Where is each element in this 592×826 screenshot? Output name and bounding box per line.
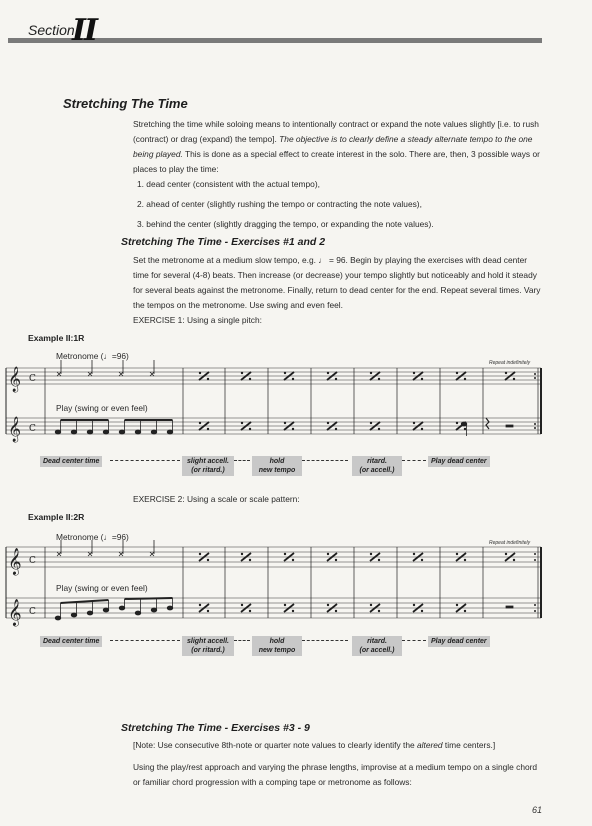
or-ritard-text: (or ritard.) <box>191 647 225 654</box>
dead-center-box: Dead center time <box>40 636 102 647</box>
note-text-3: time centers.] <box>442 740 496 750</box>
svg-text:C: C <box>29 374 36 384</box>
exercises-3-9-heading: Stretching The Time - Exercises #3 - 9 <box>121 722 310 734</box>
dead-center-box: Dead center time <box>40 456 102 467</box>
example-2-label: Example II:2R <box>28 512 85 522</box>
list-item: 2. ahead of center (slightly rushing the tempo or contracting the note values), <box>137 199 422 209</box>
hold-box <box>252 456 302 476</box>
tempo-flow-1 <box>40 456 550 478</box>
svg-text:C: C <box>29 607 36 617</box>
hold-text: hold <box>269 638 285 645</box>
slight-accel-text: slight accell. <box>186 638 230 645</box>
play-label-1: Play (swing or even feel) <box>56 403 148 413</box>
page-number: 61 <box>532 805 543 815</box>
ritard-text: ritard. <box>367 638 387 645</box>
flow-dash <box>302 640 348 641</box>
list-item: 3. behind the center (slightly dragging the tempo, or expanding the note values). <box>137 219 434 229</box>
tempo-flow-2 <box>40 636 550 658</box>
or-ritard-text: (or ritard.) <box>191 467 225 474</box>
section-numeral: II <box>72 13 97 48</box>
flow-dash <box>234 640 250 641</box>
flow-dash <box>234 460 250 461</box>
ritard-box <box>352 636 402 656</box>
list-item: 1. dead center (consistent with the actual tempo), <box>137 179 320 189</box>
note-paragraph <box>133 738 545 753</box>
flow-dash <box>302 460 348 461</box>
exercises-1-2-heading: Stretching The Time - Exercises #1 and 2 <box>121 236 326 248</box>
page-title: Stretching The Time <box>63 96 188 111</box>
hold-text: hold <box>269 458 285 465</box>
example-2-score <box>6 532 541 627</box>
using-paragraph: Using the play/rest approach and varying the phrase lengths, improvise at a medium tempo on a single chord or familiar chord progression with a comping tape or metronome as follows: <box>133 762 538 787</box>
exercise-2-label: EXERCISE 2: Using a scale or scale pattern: <box>133 494 300 504</box>
play-dead-center-box: Play dead center <box>428 456 490 467</box>
play-label-2: Play (swing or even feel) <box>56 583 148 593</box>
hold-box <box>252 636 302 656</box>
intro-text-1: Stretching the time while soloing means to intentionally contract or expand the note values slightly [i.e. to rush (contract) or drag (expand) the tempo]. <box>133 119 539 144</box>
repeat-label-2: Repeat indefinitely <box>489 540 531 546</box>
note-text-2: altered <box>416 740 443 750</box>
svg-text:C: C <box>29 556 36 566</box>
flow-dash <box>110 640 180 641</box>
flow-dash <box>402 640 426 641</box>
exercise-1-label: EXERCISE 1: Using a single pitch: <box>133 315 262 325</box>
ritard-text: ritard. <box>367 458 387 465</box>
play-dead-center-box: Play dead center <box>428 636 490 647</box>
slight-accel-box <box>182 636 234 656</box>
note-text-1: [Note: Use consecutive 8th-note or quarter note values to clearly identify the <box>133 740 417 750</box>
slight-accel-text: slight accell. <box>186 458 230 465</box>
example-1-label: Example II:1R <box>28 333 85 343</box>
exercises-1-2-paragraph: Set the metronome at a medium slow tempo, e.g. ♩ = 96. Begin by playing the exercises with dead center time for several (4-8) beats. Then increase (or decrease) your tempo slightly but noticeably and hold it steady for several beats against the metronome. Finally, return to dead center for the end. Repeat several times. Vary the tempos on the metronome. Use swing and even feel. <box>133 255 541 310</box>
flow-dash <box>402 460 426 461</box>
or-accel-text: (or accell.) <box>359 647 395 654</box>
slight-accel-box <box>182 456 234 476</box>
repeat-label-1: Repeat indefinitely <box>489 360 531 366</box>
svg-text:𝄞: 𝄞 <box>8 417 22 442</box>
example-1-score <box>6 351 541 442</box>
svg-text:C: C <box>29 424 36 434</box>
metronome-label-2: Metronome (♩=96) <box>56 532 129 542</box>
intro-text-3: This is done as a special effect to create interest in the solo. There are, then, 3 possible ways or places to play the time: <box>133 149 540 174</box>
ritard-box <box>352 456 402 476</box>
svg-text:𝄞: 𝄞 <box>8 367 22 392</box>
or-accel-text: (or accell.) <box>359 467 395 474</box>
svg-text:𝄞: 𝄞 <box>8 600 22 626</box>
new-tempo-text: new tempo <box>258 467 296 474</box>
flow-dash <box>110 460 180 461</box>
metronome-label-1: Metronome (♩=96) <box>56 351 129 361</box>
svg-text:𝄞: 𝄞 <box>8 549 22 575</box>
section-label: Section <box>28 22 75 38</box>
intro-text-2: The objective is to clearly define a steady alternate tempo to the one being played. <box>133 134 533 159</box>
new-tempo-text: new tempo <box>258 647 296 654</box>
